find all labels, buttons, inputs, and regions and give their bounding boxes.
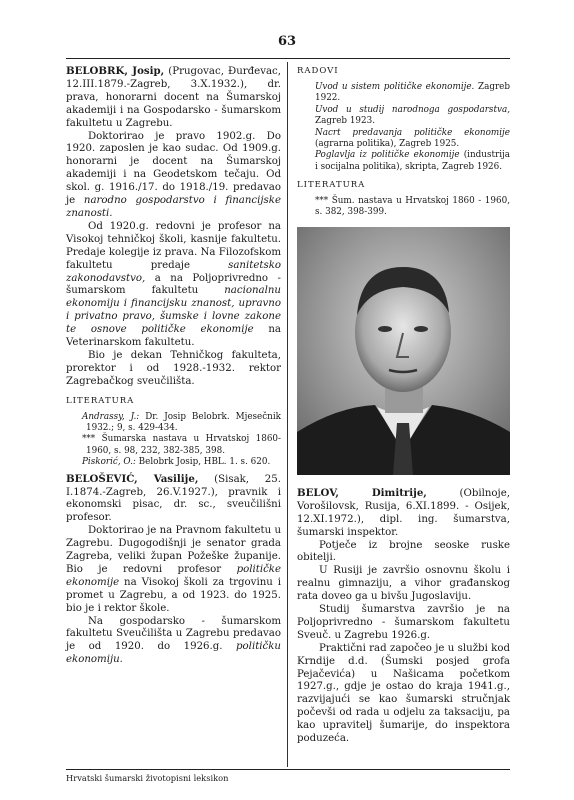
work-item xyxy=(297,128,510,151)
portrait-photo xyxy=(297,227,510,475)
right-column xyxy=(297,65,510,746)
literatura-label: LITERATURA xyxy=(66,395,135,406)
entry-belov-intro-text: (Obilnoje, Vorošilovsk, Rusija, 6.XI.1899. - Osijek, 12.XI.1972.), dipl. ing. šumarstva, šumarski inspektor. xyxy=(297,487,510,538)
text: Doktorirao je pravo 1902.g. Do 1920. zaposlen je kao sudac. Od 1909.g. honorarni je docent na Šumarskoj akademiji i na Geodetskom tečaju. Od skol. g. 1916./17. do 1918./19. predavao je xyxy=(66,130,281,207)
text: Na gospodarsko - šumarskom fakultetu Sveučilišta u Zagrebu predavao je od 1920. do 1926.g. xyxy=(66,615,281,653)
entry-belov-p1: Potječe iz brojne seoske ruske obitelji. xyxy=(297,539,510,564)
work-title: Poglavlja iz političke ekonomije xyxy=(315,150,460,161)
literature-item: *** Šumarska nastava u Hrvatskoj 1860-1960, s. 98, 232, 382-385, 398. xyxy=(82,434,281,456)
entry-belobrk-p3: Bio je dekan Tehničkog fakulteta, prorektor i od 1928.-1932. rektor Zagrebačkog sveučilišta. xyxy=(66,349,281,387)
author: Piskorić, O.: xyxy=(82,457,136,468)
author: Andrassy, J.: xyxy=(82,411,140,422)
work-item xyxy=(297,150,510,173)
left-column xyxy=(66,65,281,667)
literature-item xyxy=(66,457,281,468)
italic-text: nacionalnu ekonomiju i financijsku znanost, upravno i privatno pravo, šumske i lovne zakone te osnove političke ekonomije xyxy=(66,285,281,336)
italic-text: sanitetsko zakonodavstvo, xyxy=(66,259,281,284)
text: (industrija i socijalna politika), skripta, Zagreb 1926. xyxy=(315,150,510,172)
entry-belov-p4: Praktični rad započeo je u službi kod Krndije d.d. (Šumski posjed grofa Pejačevića) u Našicama početkom 1927.g., gdje je ostao do kraja 1941.g., razvijajući se kao šumarski stručnjak počevši od rada u odjelu za taksaciju, pa kao upravitelj šumarije, do inspektora poduzeća. xyxy=(297,642,510,745)
footer-rule xyxy=(66,769,510,770)
text: Dr. Josip Belobrk. Mjesečnik 1932.; 9, s. 429-434. xyxy=(86,411,281,433)
entry-belosevic-p1 xyxy=(66,525,281,615)
entry-belobrk-intro xyxy=(66,65,281,131)
text: Doktorirao je na Pravnom fakultetu u Zagrebu. Dugogodišnji je senator grada Zagreba, veliki župan Požeške županije. Bio je redovni profesor xyxy=(66,525,282,575)
column-divider xyxy=(287,62,288,767)
entry-belosevic-intro-text: (Sisak, 25. I.1874.-Zagreb, 26.V.1927.), pravnik i ekonomski pisac, dr. sc., sveučilišni profesor. xyxy=(66,473,281,524)
work-title: Nacrt predavanja političke ekonomije xyxy=(315,127,510,138)
portrait-image xyxy=(297,227,510,475)
entry-belosevic-intro xyxy=(66,473,281,526)
entry-belosevic-name: BELOŠEVIĆ, Vasilije, xyxy=(66,472,199,485)
entry-belov-intro xyxy=(297,487,510,540)
literature-item xyxy=(66,412,281,435)
text: na Veterinarskom fakultetu. xyxy=(66,324,281,349)
text: (agrarna politika), Zagreb 1925. xyxy=(315,138,460,149)
work-item xyxy=(297,105,510,128)
text: Od 1920.g. redovni je profesor na Visokoj tehničkoj školi, kasnije fakultetu. Predaje kolegije iz prava. Na Filozofskom fakultetu predaje xyxy=(66,220,281,271)
italic-text: političku ekonomiju. xyxy=(66,641,281,666)
entry-belov-name: BELOV, Dimitrije, xyxy=(297,486,427,499)
text: Zagreb 1923. xyxy=(315,116,376,127)
entry-belov-p3: Studij šumarstva završio je na Poljoprivredno - šumarskom fakultetu Sveuč. u Zagrebu 1926.g. xyxy=(297,604,510,641)
work-item xyxy=(297,82,510,105)
italic-text: političke ekonomije xyxy=(66,563,281,588)
page-number: 63 xyxy=(277,34,297,49)
radovi-label: RADOVI xyxy=(297,66,339,76)
text: a na Poljoprivredno - šumarskom fakultetu xyxy=(66,272,281,297)
entry-belov-p2: U Rusiji je završio osnovnu školu i realnu gimnaziju, a vihor građanskog rata doveo ga u bivšu Jugoslaviju. xyxy=(297,565,510,603)
italic-text: narodno gospodarstvo i financijske znanosti. xyxy=(66,195,281,219)
entry-belobrk-intro-text: (Prugovac, Đurđevac, 12.III.1879.-Zagreb, 3.X.1932.), dr. prava, honorarni docent na Šumarskoj akademiji i na Gospodarsko - šumarskom fakultetu u Zagrebu. xyxy=(66,66,281,129)
literature-item: *** Šum. nastava u Hrvatskoj 1860 - 1960, s. 382, 398-399. xyxy=(315,196,510,218)
entry-belobrk-p2 xyxy=(66,221,281,350)
top-rule xyxy=(66,58,510,59)
entry-belobrk-name: BELOBRK, Josip, xyxy=(66,65,165,77)
footer-text: Hrvatski šumarski životopisni leksikon xyxy=(66,773,229,783)
text: na Visokoj školi za trgovinu i promet u Zagrebu, a od 1923. do 1925. bio je i rektor škole. xyxy=(66,576,281,614)
entry-belobrk-p1 xyxy=(66,131,281,221)
entry-belosevic-p2 xyxy=(66,616,281,668)
work-title: Uvod u sistem političke ekonomije. xyxy=(315,81,475,92)
work-title: Uvod u studij narodnoga gospodarstva, xyxy=(315,104,510,115)
literatura-label: LITERATURA xyxy=(297,180,366,191)
text: Zagreb 1922. xyxy=(315,81,510,104)
text: Belobrk Josip, HBL. 1. s. 620. xyxy=(135,457,271,468)
